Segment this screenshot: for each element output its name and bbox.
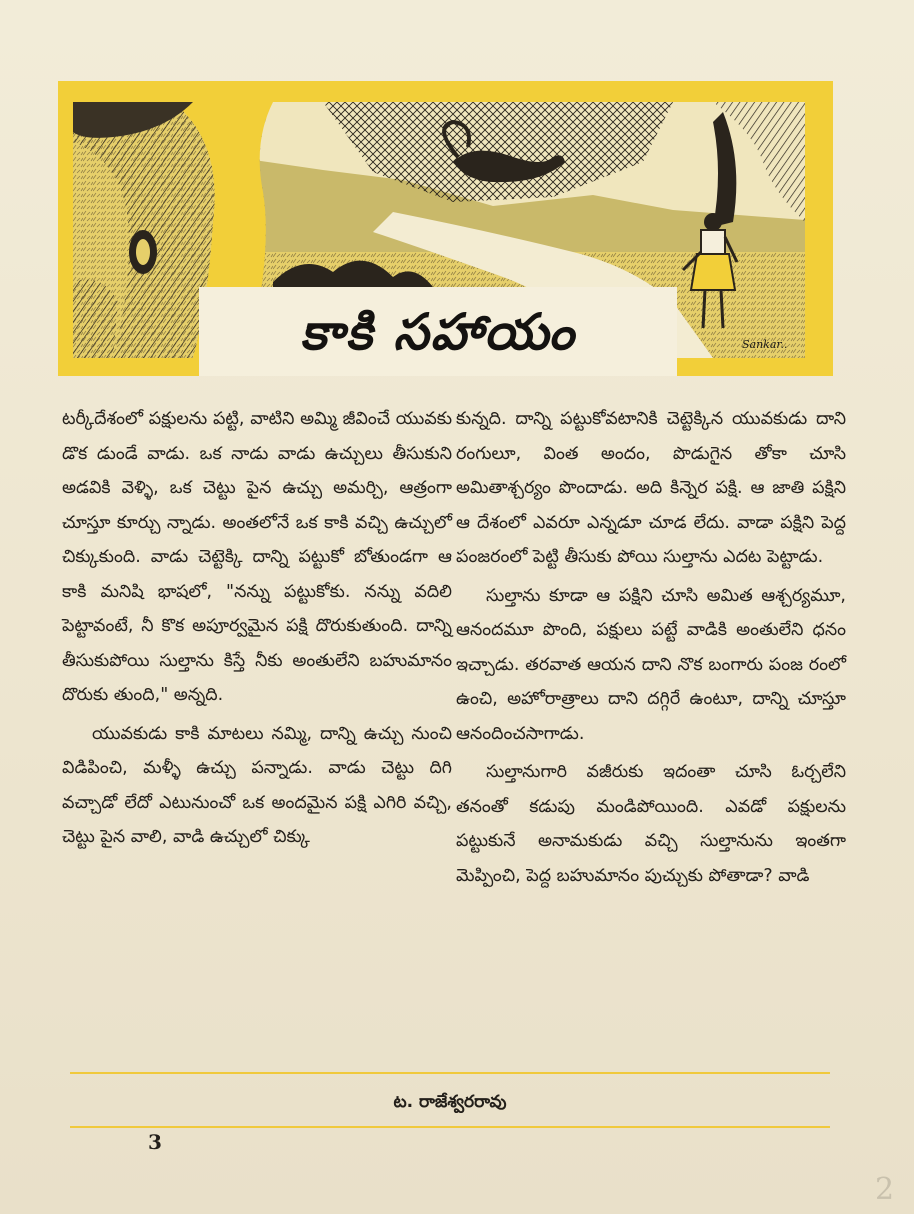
artist-signature: Sankar.. <box>742 338 788 351</box>
paragraph: సుల్తానుగారి వజీరుకు ఇదంతా చూసి ఓర్చలేని తనంతో కడుపు మండిపోయింది. ఎవడో పక్షులను పట్టుకునే అనామకుడు వచ్చి సుల్తానును ఇంతగా మెప్పించి, పెద్ద బహుమానం పుచ్చుకు పోతాడా? వాడి <box>456 762 846 886</box>
paragraph: సుల్తాను కూడా ఆ పక్షిని చూసి అమిత ఆశ్చర్యమూ, ఆనందమూ పొంది, పక్షులు పట్టే వాడికి అంతులేని ధనం ఇచ్చాడు. తరవాత ఆయన దాని నొక బంగారు పంజ రంలో ఉంచి, అహోరాత్రాలు దాని దగ్గిరే ఉంటూ, దాన్ని చూస్తూ ఆనందించసాగాడు. <box>456 585 846 744</box>
paragraph: టర్కీదేశంలో పక్షులను పట్టి, వాటిని అమ్మి జీవించే యువకు డొక డుండే వాడు. ఒక నాడు వాడు ఉచ్చులు తీసుకుని అడవికి వెళ్ళి, ఒక చెట్టు పైన ఉచ్చు అమర్చి, ఆత్రంగా చూస్తూ కూర్చు న్నాడు. అంతలోనే ఒక కాకి వచ్చి ఉచ్చులో చిక్కుకుంది. వాడు చెట్టెక్కి దాన్ని పట్టుకో బోతుండగా ఆ కాకి మనిషి భాషలో, "నన్ను పట్టుకోకు. నన్ను వదిలి పెట్టావంటే, నీ కొక అపూర్వమైన పక్షి దొరుకుతుంది. దాన్ని తీసుకుపోయి సుల్తాను కిస్తే నీకు అంతులేని బహుమానం దొరుకు తుంది," అన్నది. <box>62 409 452 705</box>
story-title: కాకి సహాయం <box>300 302 576 361</box>
paragraph: యువకుడు కాకి మాటలు నమ్మి, దాన్ని ఉచ్చు నుంచి విడిపించి, మళ్ళీ ఉచ్చు పన్నాడు. వాడు చెట్టు దిగి వచ్చాడో లేదో ఎటునుంచో ఒక అందమైన పక్షి ఎగిరి వచ్చి, చెట్టు పైన వాలి, వాడి ఉచ్చులో చిక్కు <box>62 723 452 847</box>
author-name: ట. రాజేశ్వరరావు <box>393 1092 507 1112</box>
left-column <box>62 402 452 855</box>
divider-bottom <box>70 1126 830 1128</box>
corner-mark: 2 <box>875 1172 895 1207</box>
right-column <box>456 402 846 893</box>
paragraph: కున్నది. దాన్ని పట్టుకోవటానికి చెట్టెక్కిన యువకుడు దాని రంగులూ, వింత అందం, పొడుగైన తోకా చూసి అమితాశ్చర్యం పొందాడు. అది కిన్నెర పక్షి. ఆ జాతి పక్షిని ఆ దేశంలో ఎవరూ ఎన్నడూ చూడ లేదు. వాడా పక్షిని పెద్ద పంజరంలో పెట్టి తీసుకు పోయి సుల్తాను ఎదట పెట్టాడు. <box>456 409 846 567</box>
divider-top <box>70 1072 830 1074</box>
page-number: 3 <box>148 1130 162 1154</box>
